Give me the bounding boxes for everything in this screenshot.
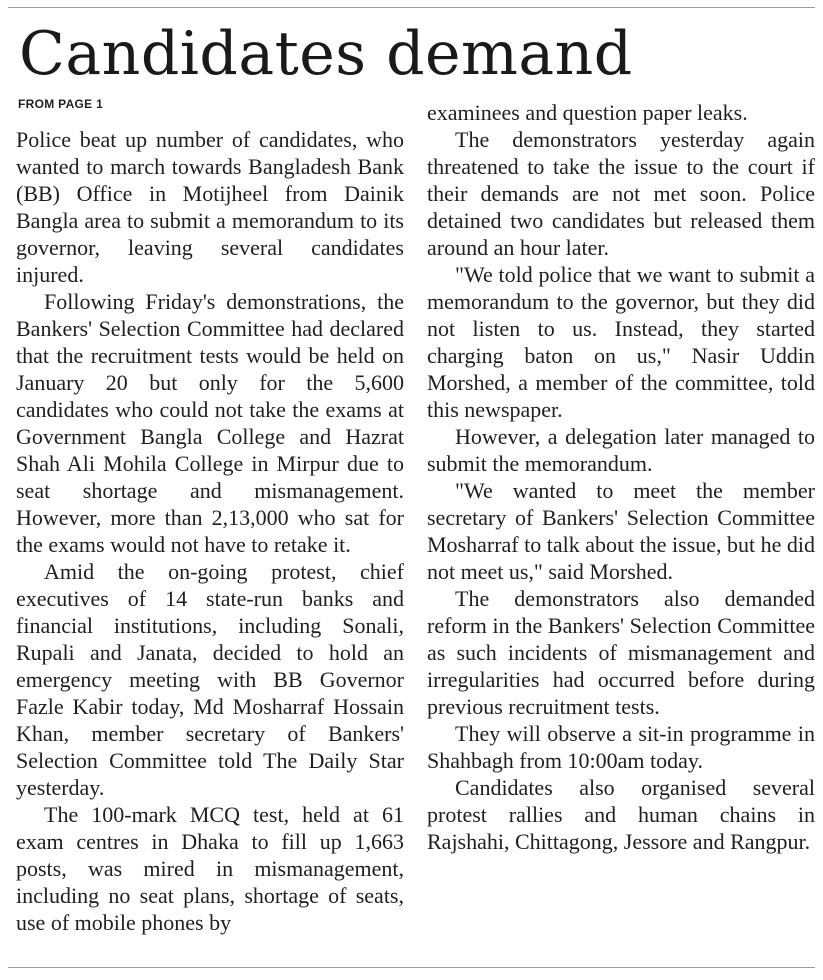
paragraph: The 100-mark MCQ test, held at 61 exam centres in Dhaka to fill up 1,663 posts, was mired in mismanagement, including no seat plans, shortage of seats, use of mobile phones by [16,802,404,935]
right-column [427,99,815,855]
kicker-from-page: FROM PAGE 1 [18,97,104,111]
paragraph: The demonstrators also demanded reform in the Bankers' Selection Committee as such incidents of mismanagement and irregularities had occurred before during previous recruitment tests. [427,586,815,719]
bottom-divider [8,967,815,968]
headline: Candidates demand [19,19,633,89]
paragraph: Police beat up number of candidates, who wanted to march towards Bangladesh Bank (BB) Office in Motijheel from Dainik Bangla area to submit a memorandum to its governor, leaving several candidates injured. [16,127,404,287]
paragraph: "We told police that we want to submit a memorandum to the governor, but they did not listen to us. Instead, they started charging baton on us," Nasir Uddin Morshed, a member of the committee, told this newspaper. [427,262,815,422]
paragraph: Candidates also organised several protest rallies and human chains in Rajshahi, Chittagong, Jessore and Rangpur. [427,775,815,854]
paragraph: "We wanted to meet the member secretary of Bankers' Selection Committee Mosharraf to talk about the issue, but he did not meet us," said Morshed. [427,478,815,584]
paragraph: They will observe a sit-in programme in Shahbagh from 10:00am today. [427,721,815,773]
paragraph: The demonstrators yesterday again threatened to take the issue to the court if their demands are not met soon. Police detained two candidates but released them around an hour later. [427,127,815,260]
paragraph: Following Friday's demonstrations, the Bankers' Selection Committee had declared that the recruitment tests would be held on January 20 but only for the 5,600 candidates who could not take the exams at Government Bangla College and Hazrat Shah Ali Mohila College in Mirpur due to seat shortage and mismanagement. However, more than 2,13,000 who sat for the exams would not have to retake it. [16,289,404,557]
top-divider [8,7,815,8]
paragraph: However, a delegation later managed to submit the memorandum. [427,424,815,476]
paragraph: Amid the on-going protest, chief executives of 14 state-run banks and financial institutions, including Sonali, Rupali and Janata, decided to hold an emergency meeting with BB Governor Fazle Kabir today, Md Mosharraf Hossain Khan, member secretary of Bankers' Selection Committee told The Daily Star yesterday. [16,559,404,800]
left-column [16,126,404,936]
paragraph-continued: examinees and question paper leaks. [427,100,748,125]
